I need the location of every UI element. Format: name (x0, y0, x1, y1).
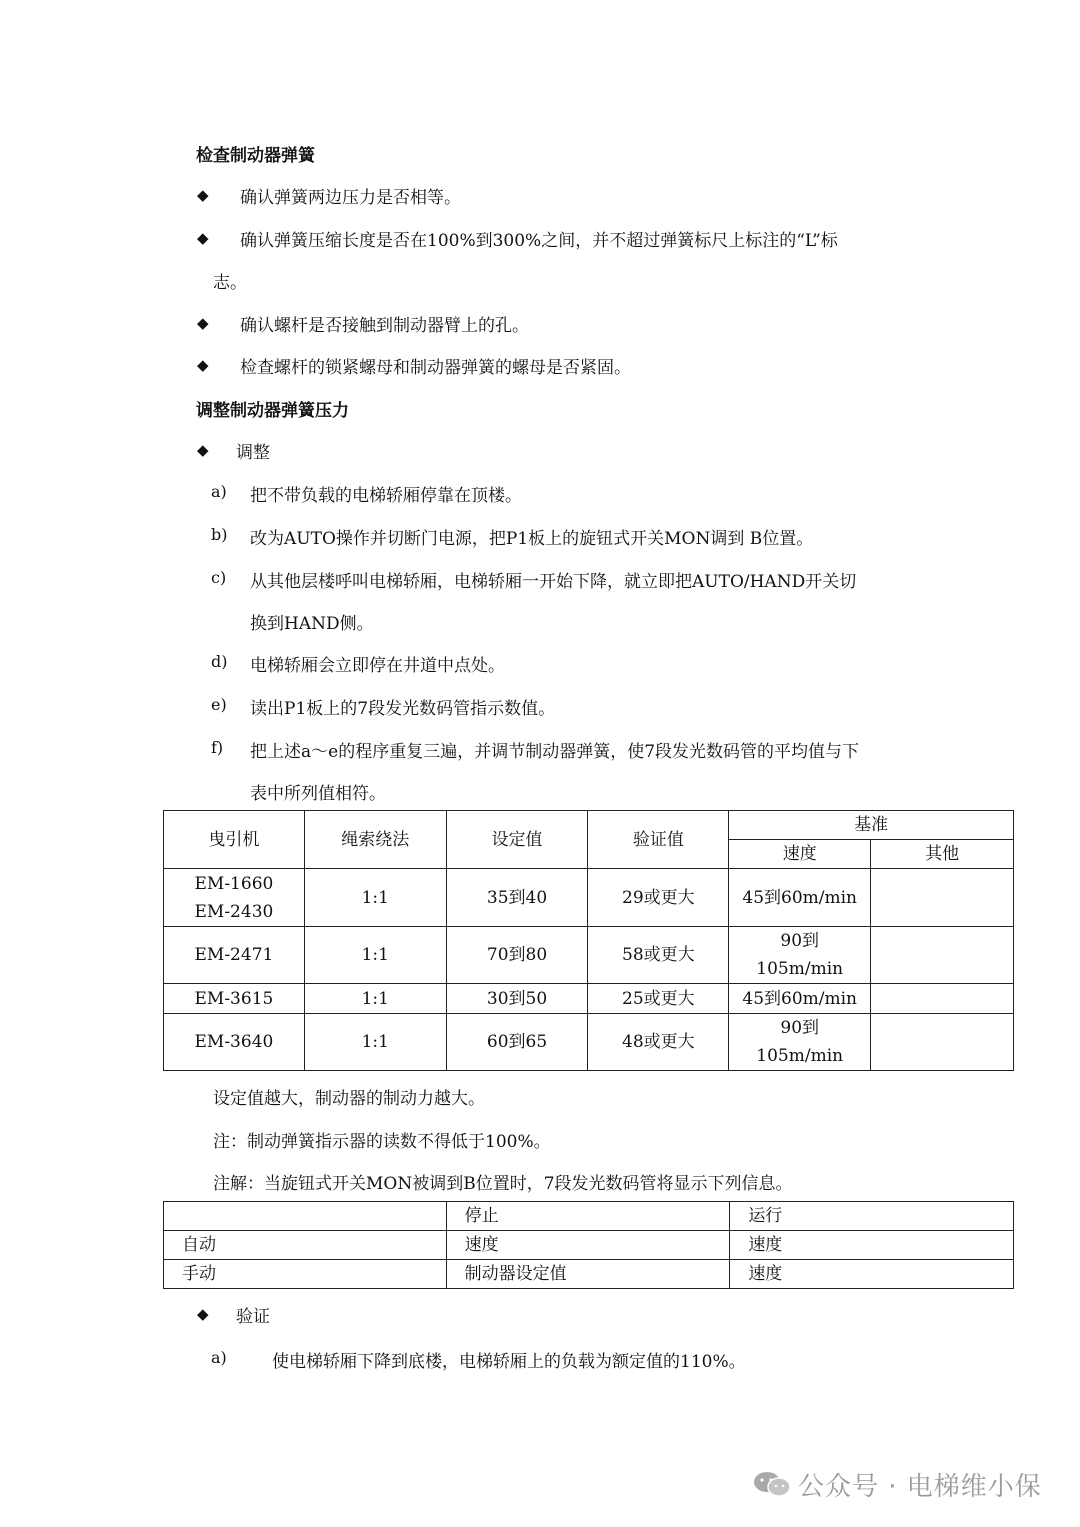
cell-speed: 45到60m/min (729, 984, 871, 1014)
cell-set: 30到50 (446, 984, 588, 1014)
cell-verify: 25或更大 (588, 984, 729, 1014)
header-stop: 停止 (446, 1202, 730, 1231)
step-a: 把不带负载的电梯轿厢停靠在顶楼。 (250, 486, 522, 506)
header-run: 运行 (730, 1202, 1014, 1231)
step-f-cont: 表中所列值相符。 (250, 784, 386, 804)
cell-other (871, 984, 1014, 1014)
watermark (752, 1466, 1052, 1502)
display-info-table (163, 1201, 1014, 1289)
cell-run: 速度 (730, 1260, 1014, 1289)
watermark-text: 公众号 · 电梯维小保 (798, 1472, 1042, 1502)
table-row (164, 1014, 1014, 1071)
step-e: 读出P1板上的7段发光数码管指示数值。 (250, 699, 556, 719)
cell-set: 60到65 (446, 1014, 588, 1071)
section-heading-adjust-spring: 调整制动器弹簧压力 (196, 401, 349, 421)
bullet-icon: ◆ (197, 186, 209, 204)
step-b: 改为AUTO操作并切断门电源，把P1板上的旋钮式开关MON调到 B位置。 (250, 529, 814, 549)
header-set-value: 设定值 (446, 811, 588, 869)
step-mark: a) (211, 482, 227, 501)
step-mark: d) (211, 652, 228, 671)
table-row (164, 1260, 1014, 1289)
cell-machine: EM-1660 EM-2430 (164, 869, 305, 927)
cell-machine: EM-3640 (164, 1014, 305, 1071)
step-c: 从其他层楼呼叫电梯轿厢，电梯轿厢一开始下降，就立即把AUTO/HAND开关切 (250, 572, 857, 592)
check-item-4: 检查螺杆的锁紧螺母和制动器弹簧的螺母是否紧固。 (240, 358, 631, 378)
header-speed: 速度 (729, 840, 871, 869)
sub-heading-verify: 验证 (236, 1307, 270, 1327)
step-mark: f) (211, 738, 224, 757)
table-row (164, 927, 1014, 984)
bullet-icon: ◆ (197, 1305, 209, 1323)
check-item-2-cont: 志。 (213, 273, 247, 293)
cell-speed: 90到 105m/min (729, 927, 871, 984)
header-verify-value: 验证值 (588, 811, 729, 869)
step-mark: a) (211, 1348, 227, 1367)
table-row (164, 984, 1014, 1014)
cell-stop: 速度 (446, 1231, 730, 1260)
step-mark: b) (211, 525, 228, 544)
cell-speed: 90到 105m/min (729, 1014, 871, 1071)
cell-verify: 58或更大 (588, 927, 729, 984)
cell-mode: 自动 (164, 1231, 447, 1260)
cell-other (871, 1014, 1014, 1071)
check-item-1: 确认弹簧两边压力是否相等。 (240, 188, 461, 208)
wechat-icon (752, 1470, 792, 1498)
header-roping: 绳索绕法 (304, 811, 446, 869)
step-f: 把上述a～e的程序重复三遍，并调节制动器弹簧，使7段发光数码管的平均值与下 (250, 742, 860, 762)
step-mark: e) (211, 695, 227, 714)
table-header-row (164, 1202, 1014, 1231)
table-row (164, 869, 1014, 927)
check-item-2: 确认弹簧压缩长度是否在100%到300%之间，并不超过弹簧标尺上标注的“L”标 (240, 231, 838, 251)
cell-machine: EM-3615 (164, 984, 305, 1014)
check-item-3: 确认螺杆是否接触到制动器臂上的孔。 (240, 316, 529, 336)
cell-roping: 1:1 (304, 927, 446, 984)
cell-roping: 1:1 (304, 1014, 446, 1071)
cell-other (871, 869, 1014, 927)
table-row (164, 1231, 1014, 1260)
step-c-cont: 换到HAND侧。 (250, 614, 374, 634)
cell-verify: 48或更大 (588, 1014, 729, 1071)
header-blank (164, 1202, 447, 1231)
cell-stop: 制动器设定值 (446, 1260, 730, 1289)
cell-verify: 29或更大 (588, 869, 729, 927)
bullet-icon: ◆ (197, 229, 209, 247)
cell-set: 70到80 (446, 927, 588, 984)
cell-speed: 45到60m/min (729, 869, 871, 927)
header-standard: 基准 (729, 811, 1014, 840)
bullet-icon: ◆ (197, 314, 209, 332)
section-heading-check-spring: 检查制动器弹簧 (196, 146, 315, 166)
note-3: 注解：当旋钮式开关MON被调到B位置时，7段发光数码管将显示下列信息。 (213, 1174, 793, 1194)
bullet-icon: ◆ (197, 356, 209, 374)
bullet-icon: ◆ (197, 441, 209, 459)
cell-mode: 手动 (164, 1260, 447, 1289)
cell-roping: 1:1 (304, 869, 446, 927)
note-1: 设定值越大，制动器的制动力越大。 (213, 1089, 485, 1109)
header-machine: 曳引机 (164, 811, 305, 869)
cell-other (871, 927, 1014, 984)
note-2: 注：制动弹簧指示器的读数不得低于100%。 (213, 1132, 551, 1152)
step-d: 电梯轿厢会立即停在井道中点处。 (250, 656, 505, 676)
cell-set: 35到40 (446, 869, 588, 927)
step-mark: c) (211, 568, 227, 587)
verify-step-a: 使电梯轿厢下降到底楼，电梯轿厢上的负载为额定值的110%。 (272, 1352, 746, 1372)
cell-machine: EM-2471 (164, 927, 305, 984)
sub-heading-adjust: 调整 (236, 443, 270, 463)
header-other: 其他 (871, 840, 1014, 869)
cell-roping: 1:1 (304, 984, 446, 1014)
cell-run: 速度 (730, 1231, 1014, 1260)
brake-spring-table (163, 810, 1014, 1071)
